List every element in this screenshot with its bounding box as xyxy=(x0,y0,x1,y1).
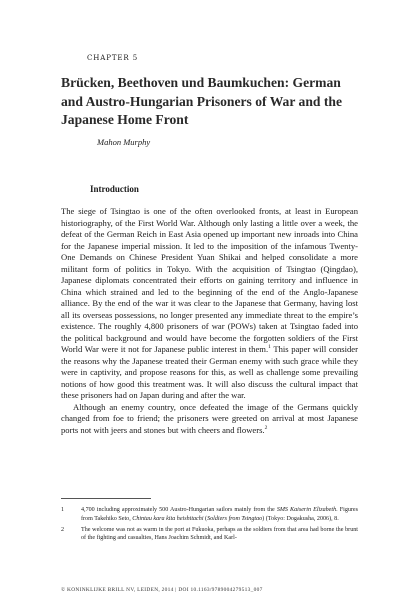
footnote-1 xyxy=(61,506,358,524)
chapter-title: Brücken, Beethoven und Baumkuchen: German and Austro-Hungarian Prisoners of War and the Japanese Home Front xyxy=(61,75,342,127)
copyright-footer: © KONINKLIJKE BRILL NV, LEIDEN, 2014 | DOI 10.1163/9789004279513_007 xyxy=(61,587,263,593)
body-paragraph-2: Although an enemy country, once defeated the image of the Germans quickly changed from foe to friend; the prisoners were greeted on arrival at most Japanese ports not with jeers and stones but with cheers and flowers.$^2$ xyxy=(61,401,358,435)
footnote-ref[interactable]: 1 xyxy=(268,344,271,351)
section-heading: Introduction xyxy=(90,184,139,194)
chapter-label: CHAPTER 5 xyxy=(87,54,139,62)
footnote-text: The welcome was not as warm in the port at Fukuoka, perhaps as the soldiers from that area had borne the brunt of the fighting and casualties, Hans Joachim Schmidt, and Karl- xyxy=(81,526,358,542)
footnote-rule xyxy=(61,498,151,499)
footnotes xyxy=(61,506,358,545)
footnote-number: 2 xyxy=(61,526,65,533)
author-name: Mahon Murphy xyxy=(97,137,151,147)
body-text xyxy=(61,206,358,436)
footnote-text: 4,700 including approximately 500 Austro-Hungarian sailors mainly from the SMS Kaiserin Elizabeth. Figures from Takehiko Seto, Chintau kara kita heishitachi (Soldiers from Tsingtao) (Tokyo: Dogakusha, 2006), 8. xyxy=(81,507,359,522)
footnote-ref[interactable]: 2 xyxy=(264,424,268,431)
footnote-number: 1 xyxy=(61,507,65,513)
footnote-2 xyxy=(61,526,358,544)
body-paragraph-1: The siege of Tsingtao is one of the often overlooked fronts, at least in European historiography, of the First World War. Although only lasting a little over a week, the defeat of the German Reich in East Asia opened up important new inroads into China for the Japanese imperial mission. It led to the imposition of the infamous Twenty-One Demands on Chinese President Yuan Shikai and helped consolidate a more militant form of politics in Tokyo. With the acquisition of Tsingtao (Qingdao), Japanese diplomats concentrated their efforts on gaining territory and influence in China which strained and led to the beginning of the end of the Anglo-Japanese alliance. By the end of the war it was clear to the Japanese that Germany, having lost all its overseas possessions, no longer presented any immediate threat to the empire’s existence. The roughly 4,800 prisoners of war (POWs) taken at Tsingtao faded into the political background and would have become the forgotten soldiers of the First World War were it not for Japanese public interest in them.$^1$ This paper will consider the reasons why the Japanese treated their German enemy with such grace while they were in captivity, and propose reasons for this, as well as challenge some prevailing notions of how good this treatment was. It will also discuss the cultural impact that these prisoners had on Japan during and after the war. xyxy=(61,206,358,400)
